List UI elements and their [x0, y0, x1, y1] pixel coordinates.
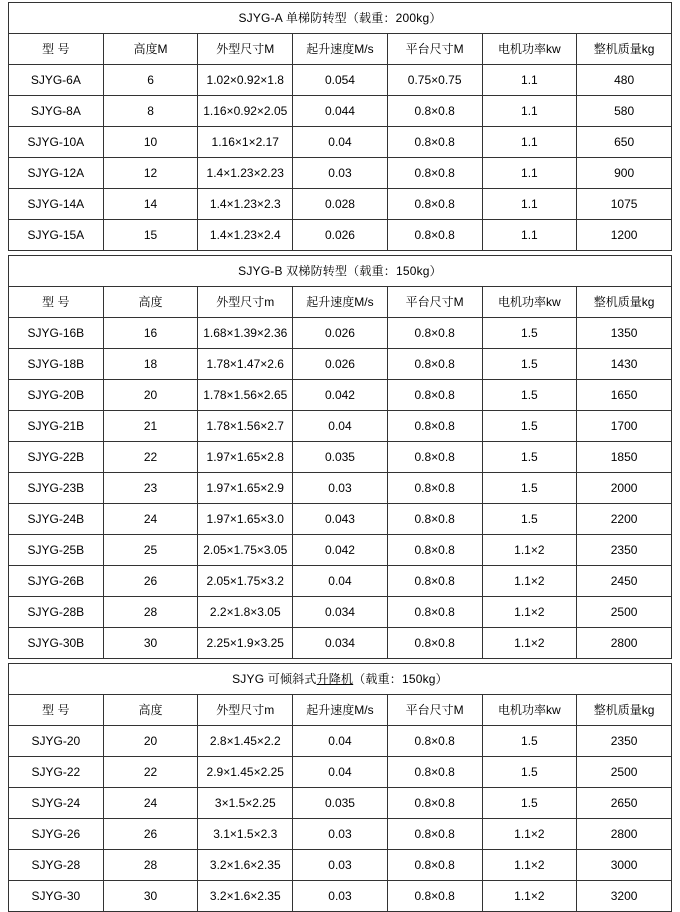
- cell-motor-power: 1.5: [482, 788, 577, 819]
- cell-dimensions: 1.78×1.47×2.6: [198, 349, 293, 380]
- cell-height: 10: [103, 127, 198, 158]
- cell-total-mass: 1850: [577, 442, 672, 473]
- table-row: [9, 442, 672, 473]
- cell-platform-size: 0.8×0.8: [387, 96, 482, 127]
- cell-total-mass: 2200: [577, 504, 672, 535]
- caption-prefix: SJYG 可倾斜式: [232, 672, 317, 686]
- caption-link-text[interactable]: 升降机: [316, 672, 354, 686]
- cell-height: 30: [103, 881, 198, 912]
- table-header-row: [9, 287, 672, 318]
- cell-lift-speed: 0.042: [293, 380, 388, 411]
- table-caption-row: [9, 664, 672, 695]
- cell-dimensions: 1.97×1.65×3.0: [198, 504, 293, 535]
- cell-dimensions: 2.25×1.9×3.25: [198, 628, 293, 659]
- table-row: [9, 220, 672, 251]
- cell-total-mass: 1430: [577, 349, 672, 380]
- column-header-motor-power: 电机功率kw: [482, 695, 577, 726]
- cell-lift-speed: 0.03: [293, 158, 388, 189]
- cell-motor-power: 1.1×2: [482, 628, 577, 659]
- table-caption-row: [9, 256, 672, 287]
- cell-platform-size: 0.8×0.8: [387, 819, 482, 850]
- cell-motor-power: 1.1: [482, 127, 577, 158]
- cell-platform-size: 0.8×0.8: [387, 566, 482, 597]
- cell-model: SJYG-28B: [9, 597, 104, 628]
- cell-model: SJYG-14A: [9, 189, 104, 220]
- cell-dimensions: 3×1.5×2.25: [198, 788, 293, 819]
- column-header-total-mass: 整机质量kg: [577, 287, 672, 318]
- spec-table-sjyg-a: [8, 2, 672, 251]
- cell-platform-size: 0.8×0.8: [387, 726, 482, 757]
- cell-motor-power: 1.5: [482, 504, 577, 535]
- cell-model: SJYG-30B: [9, 628, 104, 659]
- cell-dimensions: 1.02×0.92×1.8: [198, 65, 293, 96]
- cell-lift-speed: 0.04: [293, 411, 388, 442]
- cell-motor-power: 1.5: [482, 380, 577, 411]
- cell-height: 25: [103, 535, 198, 566]
- cell-platform-size: 0.8×0.8: [387, 411, 482, 442]
- table-caption: SJYG-B 双梯防转型（载重：150kg）: [9, 256, 672, 287]
- cell-motor-power: 1.1: [482, 189, 577, 220]
- cell-height: 24: [103, 788, 198, 819]
- cell-total-mass: 2350: [577, 535, 672, 566]
- column-header-dimensions: 外型尺寸M: [198, 34, 293, 65]
- cell-total-mass: 2450: [577, 566, 672, 597]
- cell-model: SJYG-22: [9, 757, 104, 788]
- table-caption-row: [9, 3, 672, 34]
- table-caption: [9, 664, 672, 695]
- column-header-model: 型 号: [9, 695, 104, 726]
- cell-lift-speed: 0.026: [293, 220, 388, 251]
- cell-total-mass: 480: [577, 65, 672, 96]
- table-row: [9, 65, 672, 96]
- cell-lift-speed: 0.04: [293, 726, 388, 757]
- cell-lift-speed: 0.035: [293, 788, 388, 819]
- cell-height: 20: [103, 726, 198, 757]
- cell-model: SJYG-12A: [9, 158, 104, 189]
- cell-model: SJYG-26: [9, 819, 104, 850]
- cell-dimensions: 2.9×1.45×2.25: [198, 757, 293, 788]
- cell-motor-power: 1.1×2: [482, 850, 577, 881]
- cell-total-mass: 580: [577, 96, 672, 127]
- cell-dimensions: 2.05×1.75×3.2: [198, 566, 293, 597]
- cell-dimensions: 2.05×1.75×3.05: [198, 535, 293, 566]
- cell-model: SJYG-8A: [9, 96, 104, 127]
- table-row: [9, 127, 672, 158]
- cell-model: SJYG-30: [9, 881, 104, 912]
- cell-height: 12: [103, 158, 198, 189]
- cell-height: 28: [103, 850, 198, 881]
- cell-height: 30: [103, 628, 198, 659]
- table-row: [9, 597, 672, 628]
- cell-model: SJYG-24B: [9, 504, 104, 535]
- cell-total-mass: 1700: [577, 411, 672, 442]
- cell-platform-size: 0.8×0.8: [387, 189, 482, 220]
- cell-motor-power: 1.1×2: [482, 566, 577, 597]
- cell-platform-size: 0.8×0.8: [387, 442, 482, 473]
- cell-motor-power: 1.1×2: [482, 597, 577, 628]
- cell-lift-speed: 0.026: [293, 318, 388, 349]
- cell-total-mass: 2350: [577, 726, 672, 757]
- cell-motor-power: 1.5: [482, 726, 577, 757]
- cell-dimensions: 1.97×1.65×2.8: [198, 442, 293, 473]
- table-row: [9, 96, 672, 127]
- cell-model: SJYG-21B: [9, 411, 104, 442]
- cell-motor-power: 1.5: [482, 442, 577, 473]
- cell-total-mass: 2500: [577, 597, 672, 628]
- cell-model: SJYG-6A: [9, 65, 104, 96]
- cell-height: 26: [103, 819, 198, 850]
- cell-height: 15: [103, 220, 198, 251]
- table-row: [9, 189, 672, 220]
- cell-lift-speed: 0.03: [293, 850, 388, 881]
- cell-dimensions: 1.16×0.92×2.05: [198, 96, 293, 127]
- cell-lift-speed: 0.042: [293, 535, 388, 566]
- column-header-dimensions: 外型尺寸m: [198, 287, 293, 318]
- cell-total-mass: 3200: [577, 881, 672, 912]
- cell-model: SJYG-22B: [9, 442, 104, 473]
- cell-dimensions: 2.8×1.45×2.2: [198, 726, 293, 757]
- cell-motor-power: 1.5: [482, 318, 577, 349]
- table-row: [9, 380, 672, 411]
- cell-dimensions: 3.2×1.6×2.35: [198, 850, 293, 881]
- cell-platform-size: 0.8×0.8: [387, 628, 482, 659]
- column-header-platform-size: 平台尺寸M: [387, 34, 482, 65]
- cell-platform-size: 0.8×0.8: [387, 158, 482, 189]
- cell-lift-speed: 0.026: [293, 349, 388, 380]
- cell-total-mass: 2800: [577, 628, 672, 659]
- cell-height: 22: [103, 757, 198, 788]
- cell-dimensions: 1.78×1.56×2.7: [198, 411, 293, 442]
- cell-model: SJYG-15A: [9, 220, 104, 251]
- column-header-platform-size: 平台尺寸M: [387, 695, 482, 726]
- cell-platform-size: 0.8×0.8: [387, 881, 482, 912]
- cell-lift-speed: 0.044: [293, 96, 388, 127]
- cell-lift-speed: 0.028: [293, 189, 388, 220]
- cell-total-mass: 900: [577, 158, 672, 189]
- cell-motor-power: 1.1: [482, 220, 577, 251]
- cell-motor-power: 1.1×2: [482, 535, 577, 566]
- cell-total-mass: 1650: [577, 380, 672, 411]
- cell-height: 6: [103, 65, 198, 96]
- table-row: [9, 726, 672, 757]
- cell-dimensions: 1.68×1.39×2.36: [198, 318, 293, 349]
- cell-model: SJYG-26B: [9, 566, 104, 597]
- table-row: [9, 850, 672, 881]
- cell-height: 8: [103, 96, 198, 127]
- cell-model: SJYG-18B: [9, 349, 104, 380]
- cell-model: SJYG-24: [9, 788, 104, 819]
- cell-dimensions: 2.2×1.8×3.05: [198, 597, 293, 628]
- cell-model: SJYG-10A: [9, 127, 104, 158]
- cell-height: 24: [103, 504, 198, 535]
- cell-motor-power: 1.1×2: [482, 881, 577, 912]
- table-row: [9, 411, 672, 442]
- cell-lift-speed: 0.04: [293, 757, 388, 788]
- cell-height: 14: [103, 189, 198, 220]
- column-header-height: 高度M: [103, 34, 198, 65]
- spec-table-sjyg-b: [8, 255, 672, 659]
- column-header-height: 高度: [103, 287, 198, 318]
- cell-motor-power: 1.5: [482, 473, 577, 504]
- cell-model: SJYG-16B: [9, 318, 104, 349]
- cell-platform-size: 0.75×0.75: [387, 65, 482, 96]
- cell-dimensions: 1.4×1.23×2.23: [198, 158, 293, 189]
- table-row: [9, 535, 672, 566]
- cell-platform-size: 0.8×0.8: [387, 473, 482, 504]
- cell-model: SJYG-20: [9, 726, 104, 757]
- table-row: [9, 566, 672, 597]
- cell-lift-speed: 0.034: [293, 597, 388, 628]
- cell-lift-speed: 0.054: [293, 65, 388, 96]
- cell-total-mass: 650: [577, 127, 672, 158]
- column-header-model: 型 号: [9, 287, 104, 318]
- table-row: [9, 788, 672, 819]
- cell-dimensions: 3.2×1.6×2.35: [198, 881, 293, 912]
- cell-total-mass: 1350: [577, 318, 672, 349]
- cell-platform-size: 0.8×0.8: [387, 504, 482, 535]
- column-header-platform-size: 平台尺寸M: [387, 287, 482, 318]
- cell-height: 20: [103, 380, 198, 411]
- column-header-dimensions: 外型尺寸m: [198, 695, 293, 726]
- cell-dimensions: 1.78×1.56×2.65: [198, 380, 293, 411]
- table-row: [9, 881, 672, 912]
- spec-table-sjyg-tiltable: [8, 663, 672, 912]
- cell-motor-power: 1.5: [482, 757, 577, 788]
- cell-platform-size: 0.8×0.8: [387, 788, 482, 819]
- table-row: [9, 158, 672, 189]
- table-row: [9, 318, 672, 349]
- table-header-row: [9, 34, 672, 65]
- table-row: [9, 504, 672, 535]
- column-header-total-mass: 整机质量kg: [577, 695, 672, 726]
- column-header-motor-power: 电机功率kw: [482, 34, 577, 65]
- cell-dimensions: 1.97×1.65×2.9: [198, 473, 293, 504]
- cell-height: 26: [103, 566, 198, 597]
- cell-motor-power: 1.5: [482, 411, 577, 442]
- cell-motor-power: 1.1: [482, 158, 577, 189]
- cell-dimensions: 1.4×1.23×2.4: [198, 220, 293, 251]
- cell-platform-size: 0.8×0.8: [387, 127, 482, 158]
- cell-total-mass: 3000: [577, 850, 672, 881]
- table-row: [9, 473, 672, 504]
- cell-total-mass: 2800: [577, 819, 672, 850]
- column-header-model: 型 号: [9, 34, 104, 65]
- table-caption: SJYG-A 单梯防转型（载重：200kg）: [9, 3, 672, 34]
- cell-platform-size: 0.8×0.8: [387, 757, 482, 788]
- cell-total-mass: 2000: [577, 473, 672, 504]
- table-row: [9, 819, 672, 850]
- table-row: [9, 628, 672, 659]
- cell-motor-power: 1.1: [482, 96, 577, 127]
- cell-platform-size: 0.8×0.8: [387, 318, 482, 349]
- column-header-height: 高度: [103, 695, 198, 726]
- cell-lift-speed: 0.03: [293, 881, 388, 912]
- cell-height: 22: [103, 442, 198, 473]
- column-header-lift-speed: 起升速度M/s: [293, 695, 388, 726]
- cell-platform-size: 0.8×0.8: [387, 850, 482, 881]
- column-header-lift-speed: 起升速度M/s: [293, 287, 388, 318]
- column-header-total-mass: 整机质量kg: [577, 34, 672, 65]
- cell-dimensions: 1.4×1.23×2.3: [198, 189, 293, 220]
- cell-total-mass: 1075: [577, 189, 672, 220]
- cell-lift-speed: 0.034: [293, 628, 388, 659]
- cell-platform-size: 0.8×0.8: [387, 349, 482, 380]
- cell-total-mass: 2500: [577, 757, 672, 788]
- cell-motor-power: 1.5: [482, 349, 577, 380]
- cell-lift-speed: 0.04: [293, 566, 388, 597]
- cell-height: 28: [103, 597, 198, 628]
- cell-lift-speed: 0.03: [293, 819, 388, 850]
- cell-height: 23: [103, 473, 198, 504]
- column-header-lift-speed: 起升速度M/s: [293, 34, 388, 65]
- cell-model: SJYG-28: [9, 850, 104, 881]
- column-header-motor-power: 电机功率kw: [482, 287, 577, 318]
- cell-total-mass: 1200: [577, 220, 672, 251]
- table-row: [9, 757, 672, 788]
- cell-height: 16: [103, 318, 198, 349]
- cell-platform-size: 0.8×0.8: [387, 220, 482, 251]
- cell-lift-speed: 0.035: [293, 442, 388, 473]
- table-row: [9, 349, 672, 380]
- cell-lift-speed: 0.04: [293, 127, 388, 158]
- cell-dimensions: 3.1×1.5×2.3: [198, 819, 293, 850]
- cell-lift-speed: 0.03: [293, 473, 388, 504]
- cell-motor-power: 1.1: [482, 65, 577, 96]
- cell-model: SJYG-25B: [9, 535, 104, 566]
- table-header-row: [9, 695, 672, 726]
- caption-suffix: （载重：150kg）: [353, 672, 448, 686]
- cell-lift-speed: 0.043: [293, 504, 388, 535]
- cell-model: SJYG-20B: [9, 380, 104, 411]
- cell-height: 21: [103, 411, 198, 442]
- cell-total-mass: 2650: [577, 788, 672, 819]
- cell-dimensions: 1.16×1×2.17: [198, 127, 293, 158]
- cell-model: SJYG-23B: [9, 473, 104, 504]
- cell-height: 18: [103, 349, 198, 380]
- cell-platform-size: 0.8×0.8: [387, 597, 482, 628]
- cell-platform-size: 0.8×0.8: [387, 380, 482, 411]
- cell-platform-size: 0.8×0.8: [387, 535, 482, 566]
- cell-motor-power: 1.1×2: [482, 819, 577, 850]
